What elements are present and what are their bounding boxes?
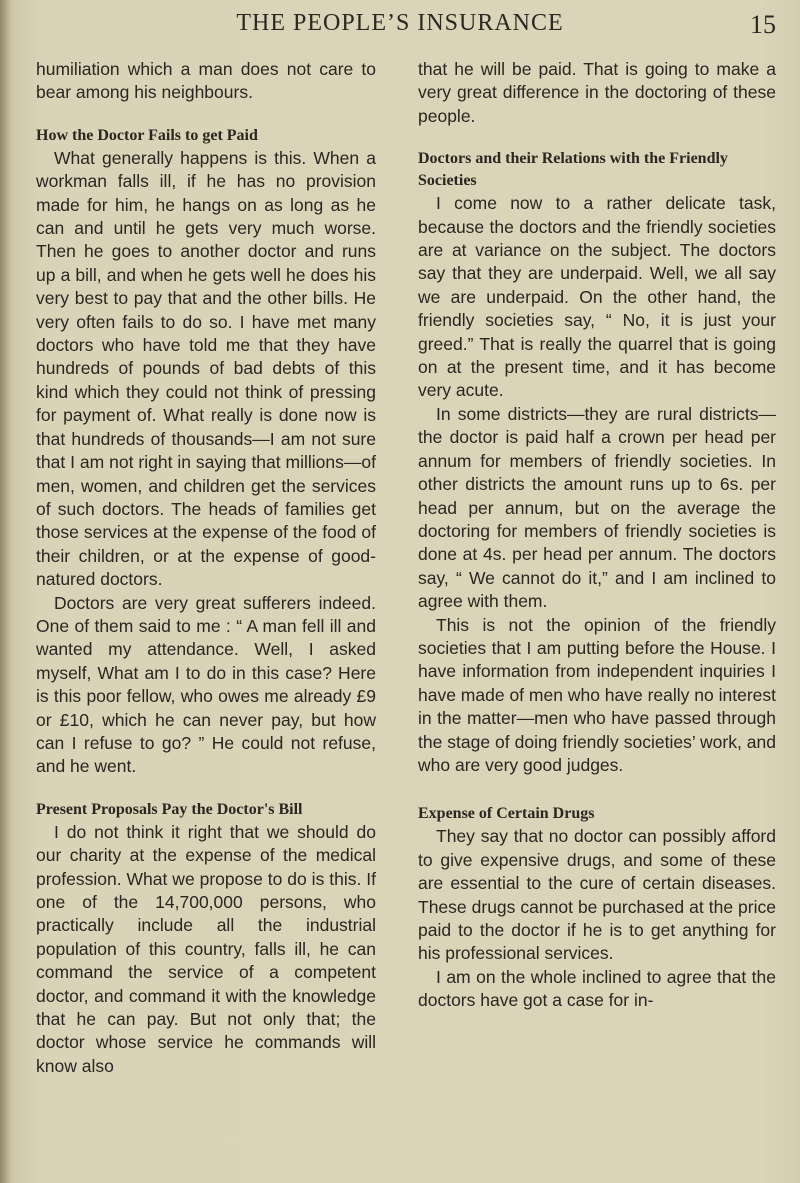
paragraph: that he will be paid. That is going to make a very great difference in the doctoring of these people. (418, 59, 776, 126)
section-heading: Expense of Certain Drugs (418, 805, 595, 823)
page-number: 15 (750, 10, 776, 39)
paragraph: They say that no doctor can possibly afford to give expensive drugs, and some of these are essential to the cure of certain diseases. These drugs cannot be purchased at the price paid to the doctor if he is to get anything for his professional services. (418, 826, 776, 964)
left-column (36, 58, 376, 1078)
page-gutter-shadow (0, 0, 10, 1183)
paragraph: This is not the opinion of the friendly societies that I am putting before the House. I have information from independent inquiries I have made of men who have really no interest in the matter—men who have passed through the stage of doing friendly societies’ work, and who are very good judges. (418, 614, 776, 775)
section-heading: How the Doctor Fails to get Paid (36, 126, 258, 144)
right-column (418, 58, 776, 1013)
paragraph: In some districts—they are rural districts—the doctor is paid half a crown per head per annum for members of friendly societies. In other districts the amount runs up to 6s. per head per annum, but on the average the doctoring for members of friendly societies is done at 4s. per head per annum. The doctors say, “ We cannot do it,” and I am inclined to agree with them. (418, 403, 776, 612)
section-heading: Doctors and their Relations with the Friendly Societies (418, 150, 728, 190)
paragraph: I do not think it right that we should do our charity at the expense of the medical profession. What we propose to do is this. If one of the 14,700,000 persons, who practically include all the industrial population of this country, falls ill, he can command the service of a competent doctor, and command it with the knowledge that he can pay. But not only that; the doctor whose service he commands will know also (36, 821, 376, 1076)
running-head (0, 6, 800, 46)
paragraph: I come now to a rather delicate task, because the doctors and the friendly societies are at variance on the subject. The doctors say that they are underpaid. Well, we all say we are underpaid. On the other hand, the friendly societies say, “ No, it is just your greed.” That is really the quarrel that is going on at the present time, and it has become very acute. (418, 193, 776, 401)
paragraph: I am on the whole inclined to agree that the doctors have got a case for in- (418, 966, 776, 1011)
paragraph: What generally happens is this. When a workman falls ill, if he has no provision made for him, he hangs on as long as he can and until he gets very much worse. Then he goes to another doctor and runs up a bill, and when he gets well he does his very best to pay that and the other bills. He very often fails to do so. I have met many doctors who have told me that they have hundreds of pounds of bad debts of this kind which they could not think of pressing for payment of. What really is done now is that hundreds of thousands—I am not sure that I am not right in saying that millions—of men, women, and children get the services of such doctors. The heads of families get those services at the expense of the food of their children, or at the expense of good-natured doctors. (36, 147, 376, 590)
paragraph: humiliation which a man does not care to bear among his neighbours. (36, 59, 376, 103)
section-heading: Present Proposals Pay the Doctor's Bill (36, 800, 303, 818)
paragraph: Doctors are very great sufferers indeed. One of them said to me : “ A man fell ill and wanted my attendance. Well, I asked myself, What am I to do in this case? Here is this poor fellow, who owes me already £9 or £10, which he can never pay, but how can I refuse to go? ” He could not refuse, and he went. (36, 592, 376, 777)
running-title: THE PEOPLE’S INSURANCE (236, 10, 564, 36)
